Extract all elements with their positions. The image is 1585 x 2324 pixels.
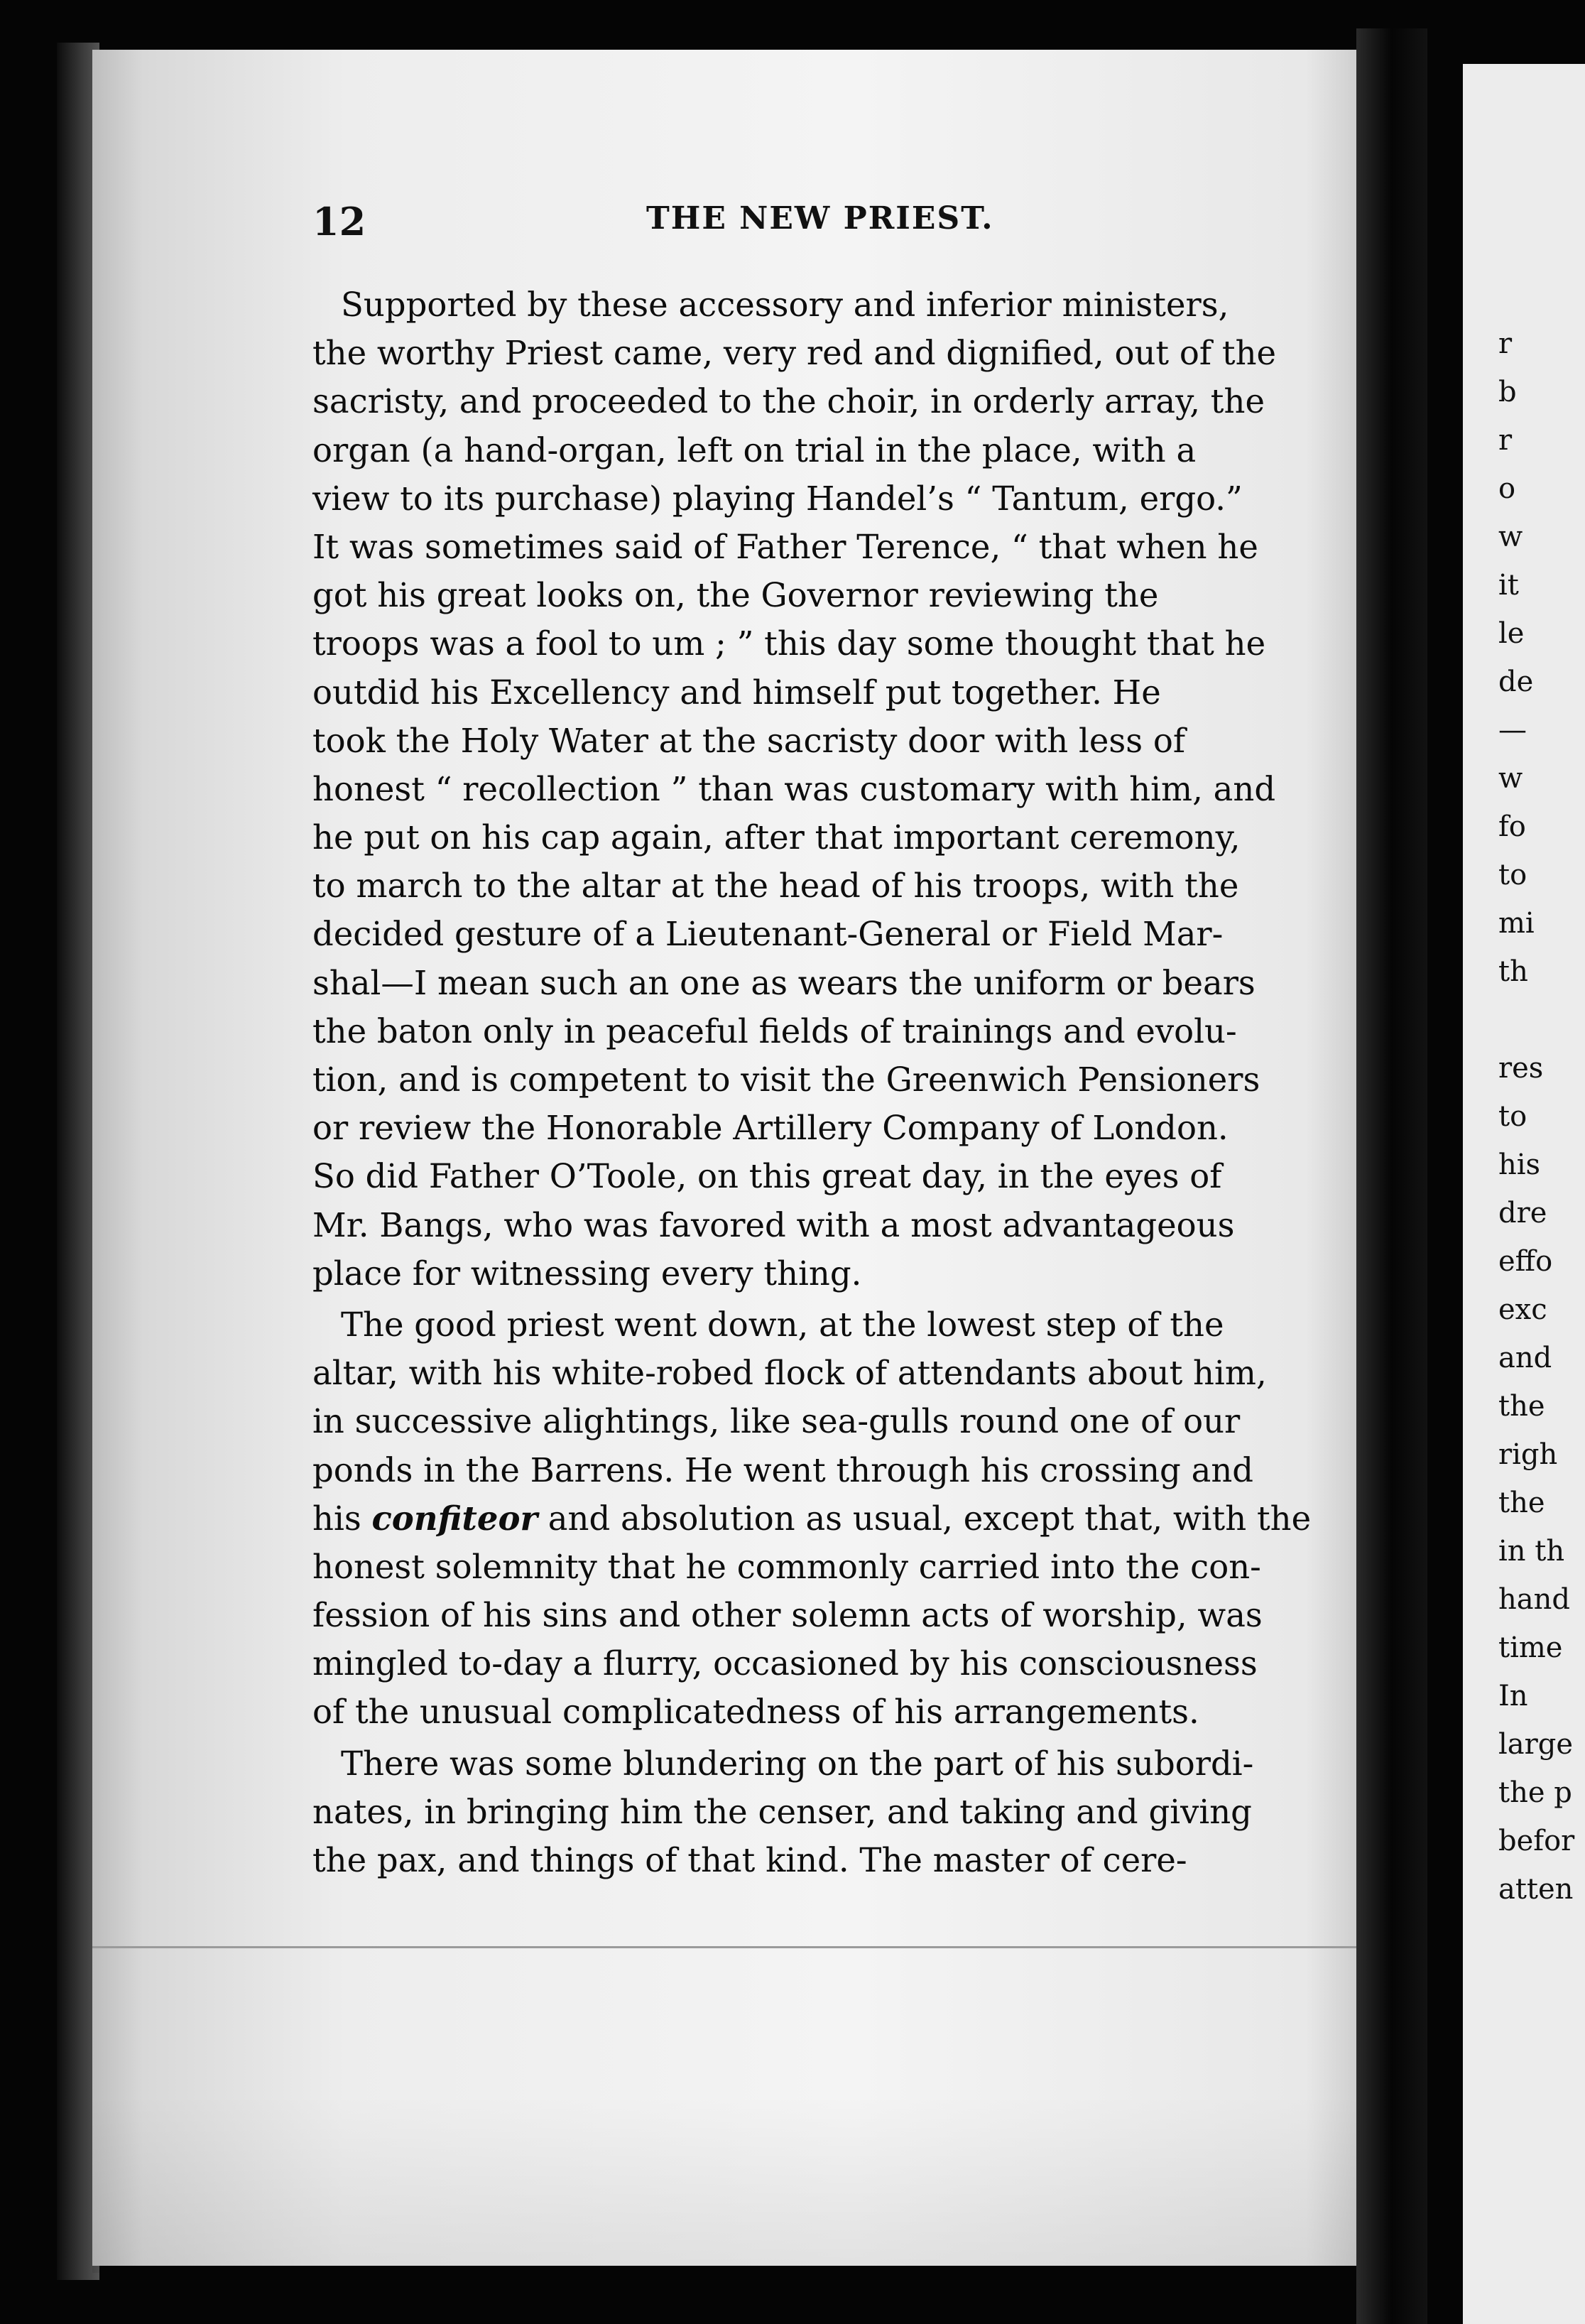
facing-page-fragment: th bbox=[1498, 955, 1528, 988]
facing-page-fragment: r bbox=[1498, 327, 1513, 360]
facing-page-fragment: large bbox=[1498, 1728, 1574, 1761]
text-line: took the Holy Water at the sacristy door with less of bbox=[312, 721, 1186, 760]
facing-page-fragment: to bbox=[1498, 859, 1527, 891]
page-number: 12 bbox=[312, 199, 366, 244]
facing-page-fragment: righ bbox=[1498, 1438, 1558, 1471]
facing-page-fragment: o bbox=[1498, 472, 1516, 505]
text-line: decided gesture of a Lieutenant-General or Field Mar- bbox=[312, 915, 1224, 954]
facing-page-fragment: atten bbox=[1498, 1873, 1574, 1906]
facing-page-fragment: the bbox=[1498, 1487, 1545, 1519]
facing-page-fragment: his bbox=[1498, 1149, 1541, 1181]
facing-page-fragment: befor bbox=[1498, 1825, 1575, 1857]
text-line: his confiteor and absolution as usual, except that, with the bbox=[312, 1498, 1312, 1538]
facing-page-fragment: exc bbox=[1498, 1293, 1547, 1326]
facing-page-fragment: the p bbox=[1498, 1776, 1572, 1809]
text-line: So did Father O’Toole, on this great day, in the eyes of bbox=[312, 1157, 1222, 1196]
facing-page-fragment: in th bbox=[1498, 1535, 1565, 1568]
italic-term: confiteor bbox=[371, 1498, 538, 1538]
text-line: Mr. Bangs, who was favored with a most advantageous bbox=[312, 1205, 1235, 1244]
running-head: THE NEW PRIEST. bbox=[646, 200, 994, 237]
text-line: altar, with his white-robed flock of attendants about him, bbox=[312, 1354, 1267, 1393]
text-line: outdid his Excellency and himself put together. He bbox=[312, 673, 1161, 712]
text-line: fession of his sins and other solemn acts of worship, was bbox=[312, 1596, 1263, 1635]
text-line: mingled to-day a flurry, occasioned by his consciousness bbox=[312, 1644, 1258, 1683]
facing-page-fragment: it bbox=[1498, 569, 1519, 602]
text-line: place for witnessing every thing. bbox=[312, 1254, 862, 1293]
page-fold-line bbox=[92, 1946, 1356, 1948]
text-line: honest “ recollection ” than was customary with him, and bbox=[312, 769, 1276, 808]
facing-page-fragment: time bbox=[1498, 1631, 1563, 1664]
facing-page-fragment: — bbox=[1498, 714, 1527, 746]
text-line: nates, in bringing him the censer, and taking and giving bbox=[312, 1792, 1252, 1831]
text-line: honest solemnity that he commonly carried into the con- bbox=[312, 1547, 1261, 1586]
facing-page-fragment: to bbox=[1498, 1100, 1527, 1133]
text-line: he put on his cap again, after that important ceremony, bbox=[312, 818, 1241, 857]
page-header bbox=[312, 199, 1264, 256]
text-line: The good priest went down, at the lowest step of the bbox=[341, 1305, 1224, 1344]
facing-page-fragment bbox=[1498, 996, 1585, 1044]
text-line: troops was a fool to um ; ” this day some thought that he bbox=[312, 624, 1266, 663]
facing-page-fragment: and bbox=[1498, 1342, 1552, 1374]
text-line: It was sometimes said of Father Terence, “ that when he bbox=[312, 527, 1258, 566]
text-line: the pax, and things of that kind. The master of cere- bbox=[312, 1841, 1187, 1879]
facing-page-fragment: the bbox=[1498, 1390, 1545, 1423]
text-line: got his great looks on, the Governor reviewing the bbox=[312, 576, 1159, 615]
text-line: There was some blundering on the part of his subordi- bbox=[341, 1744, 1254, 1783]
text-line: the worthy Priest came, very red and dignified, out of the bbox=[312, 334, 1277, 373]
facing-page-fragment: fo bbox=[1498, 810, 1526, 843]
text-line: tion, and is competent to visit the Greenwich Pensioners bbox=[312, 1060, 1260, 1099]
body-text bbox=[312, 281, 1312, 1884]
facing-page-fragment: res bbox=[1498, 1052, 1544, 1085]
facing-page-fragment: de bbox=[1498, 666, 1534, 698]
text-line: Supported by these accessory and inferior ministers, bbox=[341, 286, 1229, 324]
text-line: the baton only in peaceful fields of trainings and evolu- bbox=[312, 1011, 1237, 1050]
text-line: ponds in the Barrens. He went through his crossing and bbox=[312, 1450, 1254, 1489]
facing-page-fragment: In bbox=[1498, 1680, 1528, 1712]
facing-page-fragment: le bbox=[1498, 617, 1525, 650]
facing-page-fragment: w bbox=[1498, 521, 1523, 553]
text-line: organ (a hand-organ, left on trial in the place, with a bbox=[312, 430, 1197, 469]
facing-page-fragment: mi bbox=[1498, 907, 1535, 940]
facing-page-fragment: effo bbox=[1498, 1245, 1553, 1278]
text-line: view to its purchase) playing Handel’s “ Tantum, ergo.” bbox=[312, 479, 1243, 518]
text-line: sacristy, and proceeded to the choir, in orderly array, the bbox=[312, 382, 1265, 421]
text-line: in successive alightings, like sea-gulls round one of our bbox=[312, 1402, 1241, 1441]
facing-page-fragment: r bbox=[1498, 424, 1513, 457]
facing-page-fragment: hand bbox=[1498, 1583, 1570, 1616]
facing-page-fragment: b bbox=[1498, 376, 1517, 408]
text-line: or review the Honorable Artillery Company of London. bbox=[312, 1109, 1229, 1148]
facing-page-fragment: dre bbox=[1498, 1197, 1547, 1229]
book-gutter bbox=[1356, 28, 1427, 2324]
facing-page-text bbox=[1498, 320, 1585, 1913]
text-line: to march to the altar at the head of his troops, with the bbox=[312, 867, 1239, 906]
text-line: of the unusual complicatedness of his arrangements. bbox=[312, 1693, 1199, 1732]
facing-page-fragment: w bbox=[1498, 762, 1523, 795]
text-line: shal—I mean such an one as wears the uniform or bears bbox=[312, 963, 1256, 1002]
